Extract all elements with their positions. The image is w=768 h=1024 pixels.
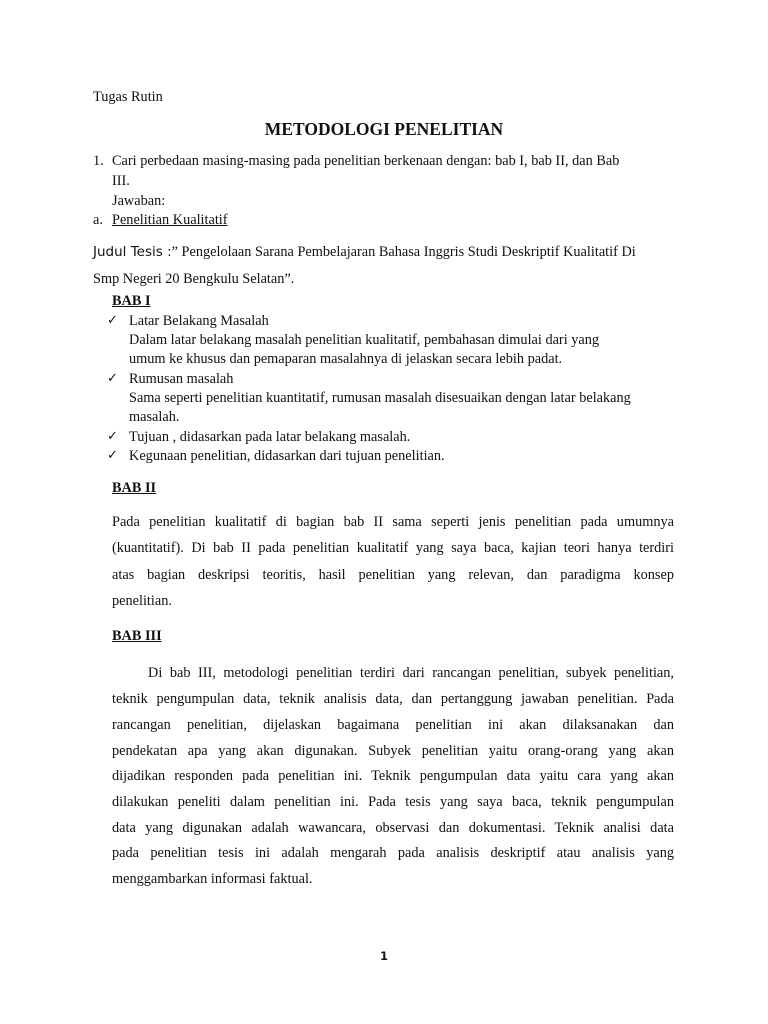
bab3-paragraph-line: pada penelitian tesis ini adalah mengarah pada analisis deskriptif atau analisis yang [112,845,674,861]
bab1-item-title: Kegunaan penelitian, didasarkan dari tujuan penelitian. [129,448,445,464]
bab1-item-desc: masalah. [129,409,180,425]
bab3-paragraph-line: data yang digunakan adalah wawancara, observasi dan dokumentasi. Teknik analisi data [112,820,674,836]
section-a-letter: a. [93,212,103,228]
document-title: METODOLOGI PENELITIAN [264,119,504,139]
bab1-item-desc: Sama seperti penelitian kuantitatif, rumusan masalah disesuaikan dengan latar belakang [129,390,631,406]
bab3-paragraph-line: Di bab III, metodologi penelitian terdiri dari rancangan penelitian, subyek penelitian, [148,665,674,681]
question-text-line1: Cari perbedaan masing-masing pada penelitian berkenaan dengan: bab I, bab II, dan Bab [112,153,620,169]
checkmark-icon: ✓ [107,371,118,386]
bab3-paragraph-line: teknik pengumpulan data, teknik analisis data, dan pertanggung jawaban penelitian. Pada [112,691,674,707]
section-a-heading: Penelitian Kualitatif [112,212,228,228]
bab3-paragraph-line: dilakukan peneliti dalam penelitian ini. Pada tesis yang saya baca, teknik pengumpulan [112,794,674,810]
bab2-paragraph-line: (kuantitatif). Di bab II pada penelitian kualitatif yang saya baca, kajian teori hanya terdiri [112,540,674,556]
checkmark-icon: ✓ [107,448,118,463]
bab3-heading: BAB III [112,628,162,644]
document-label: Tugas Rutin [93,89,163,105]
question-number: 1. [93,153,104,169]
question-text-line2: III. [112,173,130,189]
bab1-item-desc: umum ke khusus dan pemaparan masalahnya di jelaskan secara lebih padat. [129,351,563,367]
bab3-paragraph-line: pendekatan apa yang akan digunakan. Subyek penelitian yaitu orang-orang yang akan [112,743,674,759]
bab2-paragraph-line: atas bagian deskripsi teoritis, hasil penelitian yang relevan, dan paradigma konsep [112,567,674,583]
bab3-paragraph-line: menggambarkan informasi faktual. [112,871,313,887]
checkmark-icon: ✓ [107,313,118,328]
thesis-title-label: Judul Tesis : [93,244,172,260]
thesis-title-text-line1: ” Pengelolaan Sarana Pembelajaran Bahasa Inggris Studi Deskriptif Kualitatif Di [171,244,636,260]
bab1-heading: BAB I [112,293,151,309]
bab3-paragraph-line: dijadikan responden pada penelitian ini. Teknik pengumpulan data yaitu cara yang akan [112,768,674,784]
bab1-item-title: Tujuan , didasarkan pada latar belakang masalah. [129,429,411,445]
bab2-paragraph-line: penelitian. [112,593,172,609]
bab3-paragraph-line: rancangan penelitian, dijelaskan bagaimana penelitian ini akan dilaksanakan dan [112,717,674,733]
bab1-item-title: Latar Belakang Masalah [129,313,269,329]
thesis-title-paragraph [93,244,636,261]
checkmark-icon: ✓ [107,429,118,444]
bab1-item-title: Rumusan masalah [129,371,234,387]
page-number: 1 [380,949,389,963]
bab2-heading: BAB II [112,480,157,496]
thesis-title-text-line2: Smp Negeri 20 Bengkulu Selatan”. [93,271,295,287]
answer-label: Jawaban: [112,193,166,209]
bab2-paragraph-line: Pada penelitian kualitatif di bagian bab II sama seperti jenis penelitian pada umumnya [112,514,674,530]
bab1-item-desc: Dalam latar belakang masalah penelitian kualitatif, pembahasan dimulai dari yang [129,332,600,348]
